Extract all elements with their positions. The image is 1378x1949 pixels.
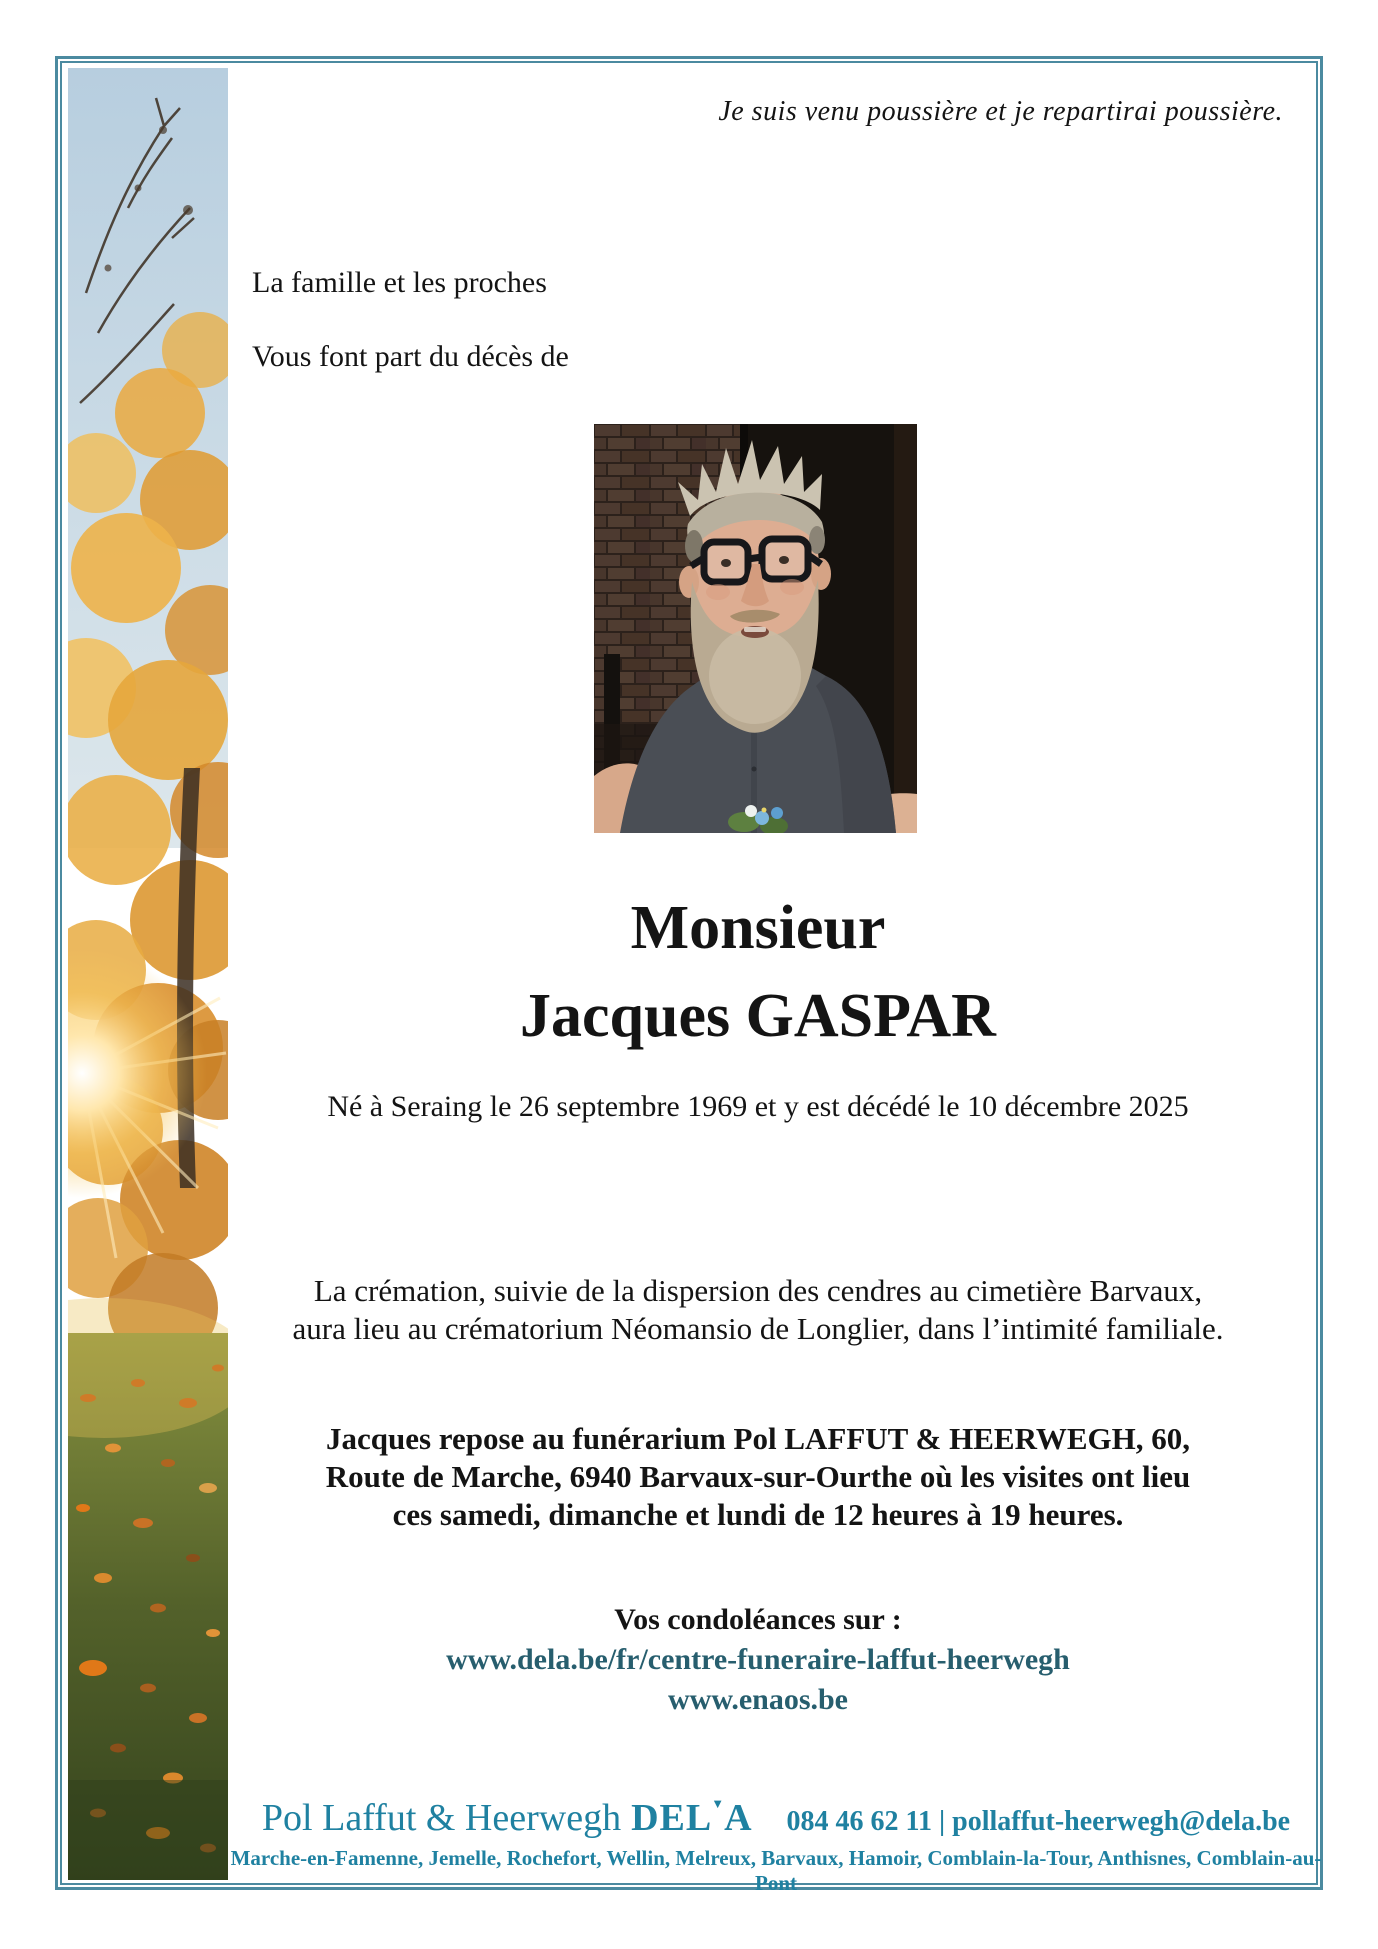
autumn-photo-strip bbox=[68, 68, 228, 1880]
footer-brand bbox=[262, 1796, 753, 1840]
dela-triangle-icon: ▼ bbox=[711, 1796, 726, 1811]
condolence-url-enaos[interactable]: www.enaos.be bbox=[667, 1683, 848, 1716]
condolence-url-dela[interactable]: www.dela.be/fr/centre-funeraire-laffut-heerwegh bbox=[446, 1643, 1070, 1676]
ceremony-paragraph bbox=[228, 1272, 1288, 1348]
portrait-photo bbox=[594, 424, 917, 833]
dela-logo: DEL▼A bbox=[631, 1796, 753, 1839]
footer-locations: Marche-en-Famenne, Jemelle, Rochefort, Wellin, Melreux, Barvaux, Hamoir, Comblain-la-Tour, Anthisnes, Comblain-au-Pont bbox=[230, 1846, 1322, 1895]
deceased-name-block bbox=[228, 884, 1288, 1060]
footer-brand-name: Pol Laffut & Heerwegh bbox=[261, 1797, 622, 1839]
condolences-label: Vos condoléances sur : bbox=[614, 1603, 902, 1636]
condolences-block bbox=[228, 1600, 1288, 1720]
repose-line: Jacques repose au funérarium Pol LAFFUT & HEERWEGH, 60, bbox=[325, 1421, 1191, 1456]
repose-line: ces samedi, dimanche et lundi de 12 heures à 19 heures. bbox=[392, 1497, 1124, 1532]
funeral-home-footer bbox=[228, 1796, 1324, 1896]
quote-text: Je suis venu poussière et je repartirai poussière. bbox=[718, 96, 1283, 127]
life-dates: Né à Seraing le 26 septembre 1969 et y est décédé le 10 décembre 2025 bbox=[327, 1090, 1189, 1123]
ceremony-line: La crémation, suivie de la dispersion des cendres au cimetière Barvaux, bbox=[313, 1273, 1203, 1308]
repose-paragraph bbox=[228, 1420, 1288, 1534]
ceremony-line: aura lieu au crématorium Néomansio de Longlier, dans l’intimité familiale. bbox=[292, 1311, 1224, 1346]
footer-contact: 084 46 62 11 | pollaffut-heerwegh@dela.be bbox=[786, 1806, 1291, 1837]
repose-line: Route de Marche, 6940 Barvaux-sur-Ourthe où les visites ont lieu bbox=[325, 1459, 1191, 1494]
family-line: La famille et les proches bbox=[252, 266, 547, 299]
deceased-title: Monsieur bbox=[630, 894, 886, 962]
deceased-name: Jacques GASPAR bbox=[520, 982, 996, 1050]
announcement-line: Vous font part du décès de bbox=[252, 340, 569, 373]
